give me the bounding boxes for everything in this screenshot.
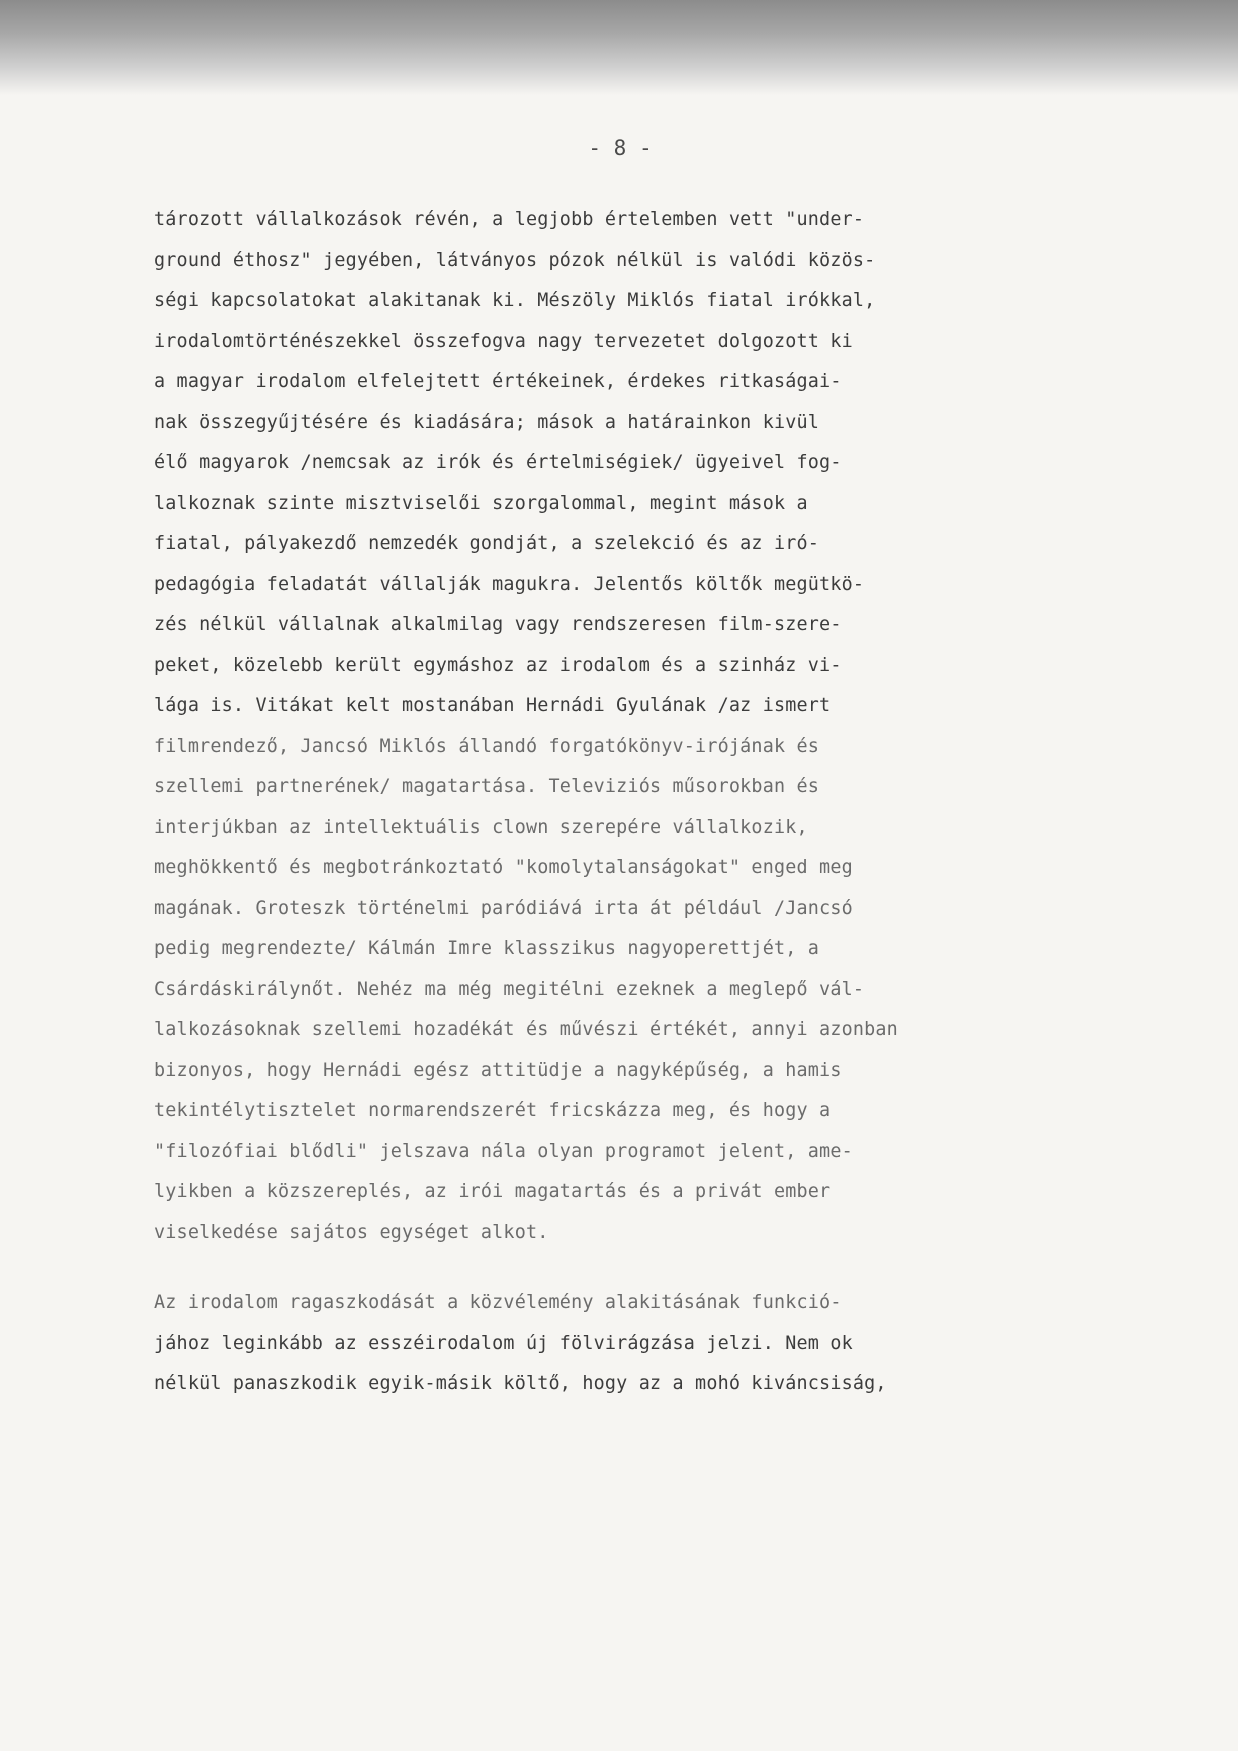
text-line: "filozófiai blődli" jelszava nála olyan programot jelent, ame- bbox=[154, 1140, 853, 1162]
text-line: lalkozásoknak szellemi hozadékát és művészi értékét, annyi azonban bbox=[154, 1019, 898, 1040]
text-line: filmrendező, Jancsó Miklós állandó forgatókönyv-irójának és bbox=[154, 735, 820, 757]
text-line: lyikben a közszereplés, az irói magatartás és a privát ember bbox=[154, 1181, 831, 1202]
paragraph-gap bbox=[154, 1253, 1114, 1283]
text-line: interjúkban az intellektuális clown szerepére vállalkozik, bbox=[154, 816, 808, 838]
text-line: a magyar irodalom elfelejtett értékeinek, érdekes ritkaságai- bbox=[154, 371, 842, 392]
text-line: peket, közelebb került egymáshoz az irodalom és a szinház vi- bbox=[154, 654, 842, 676]
text-line: irodalomtörténészekkel összefogva nagy tervezetet dolgozott ki bbox=[154, 330, 853, 352]
text-line: ground éthosz" jegyében, látványos pózok nélkül is valódi közös- bbox=[154, 249, 876, 271]
text-line: pedagógia feladatát vállalják magukra. Jelentős költők megütkö- bbox=[154, 573, 865, 595]
scan-shadow-band bbox=[0, 0, 1238, 95]
text-line: tározott vállalkozások révén, a legjobb értelemben vett "under- bbox=[154, 209, 865, 230]
text-line: viselkedése sajátos egységet alkot. bbox=[154, 1221, 549, 1243]
text-line: élő magyarok /nemcsak az irók és értelmiségiek/ ügyeivel fog- bbox=[154, 452, 842, 473]
paragraph-2 bbox=[154, 1283, 1114, 1405]
text-line: ségi kapcsolatokat alakitanak ki. Mészöly Miklós fiatal irókkal, bbox=[154, 290, 876, 311]
text-line: Csárdáskirálynőt. Nehéz ma még megitélni ezeknek a meglepő vál- bbox=[154, 978, 865, 1000]
text-line: nak összegyűjtésére és kiadására; mások a határainkon kivül bbox=[154, 411, 820, 433]
text-line: zés nélkül vállalnak alkalmilag vagy rendszeresen film-szere- bbox=[154, 614, 842, 635]
text-line: meghökkentő és megbotránkoztató "komolytalanságokat" enged meg bbox=[154, 857, 853, 878]
text-line: pedig megrendezte/ Kálmán Imre klasszikus nagyoperettjét, a bbox=[154, 938, 820, 959]
text-line: fiatal, pályakezdő nemzedék gondját, a szelekció és az iró- bbox=[154, 533, 820, 554]
text-line: bizonyos, hogy Hernádi egész attitüdje a nagyképűség, a hamis bbox=[154, 1059, 842, 1081]
text-line: Az irodalom ragaszkodását a közvélemény alakitásának funkció- bbox=[154, 1292, 842, 1313]
text-line: tekintélytisztelet normarendszerét fricskázza meg, és hogy a bbox=[154, 1100, 831, 1121]
body-text bbox=[154, 200, 1114, 1405]
text-line: jához leginkább az esszéirodalom új fölvirágzása jelzi. Nem ok bbox=[154, 1332, 853, 1354]
text-line: szellemi partnerének/ magatartása. Televiziós műsorokban és bbox=[154, 776, 820, 797]
paragraph-1 bbox=[154, 200, 1114, 1253]
text-line: nélkül panaszkodik egyik-másik költő, hogy az a mohó kiváncsiság, bbox=[154, 1373, 887, 1394]
page-number: - 8 - bbox=[588, 136, 652, 160]
text-line: magának. Groteszk történelmi paródiává irta át például /Jancsó bbox=[154, 897, 853, 919]
text-line: lága is. Vitákat kelt mostanában Hernádi Gyulának /az ismert bbox=[154, 695, 831, 716]
text-line: lalkoznak szinte misztviselői szorgalommal, megint mások a bbox=[154, 492, 808, 514]
